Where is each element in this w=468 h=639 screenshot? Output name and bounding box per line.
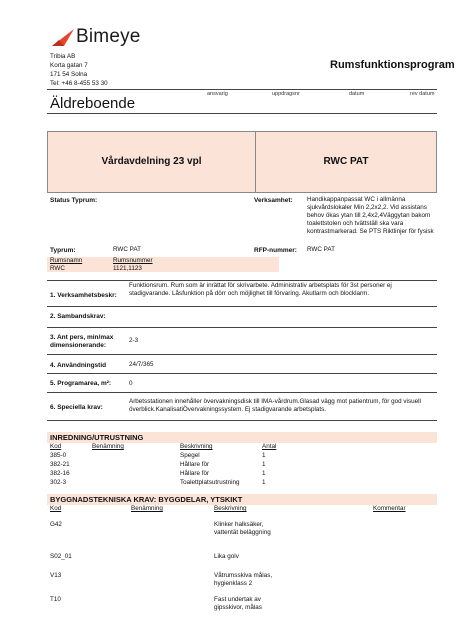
company-line-3: 171 54 Solna [50, 71, 88, 78]
inredning-row-4-kod: 302-3 [50, 479, 67, 486]
req-2-label: 2. Sambandskrav: [50, 313, 106, 320]
verksamhet-line-1: Handikappanpassat WC i allmänna [307, 196, 406, 203]
rule-3 [47, 327, 437, 328]
top-rule [47, 89, 437, 90]
req-6-label: 6. Speciella krav: [50, 404, 103, 411]
inredning-col-beskrivning: Beskrivning [180, 443, 213, 450]
req-3-value: 2-3 [129, 337, 139, 344]
bygg-title: BYGGNADSTEKNISKA KRAV: BYGGDELAR, YTSKIKT [50, 495, 243, 504]
bygg-row-1-kod: G42 [50, 521, 62, 528]
title-rule [47, 113, 437, 114]
bygg-row-4-beskrivning-2: gipsskivor, målas [214, 604, 262, 611]
rule-6 [47, 392, 437, 393]
inredning-row-1-beskrivning: Spegel [180, 452, 200, 459]
inredning-row-2-kod: 382-21 [50, 461, 70, 468]
bygg-row-2-beskrivning-1: Lika golv [214, 553, 239, 560]
verksamhet-line-4: toalettstolen och tvättställ ska vara [307, 220, 404, 227]
status-typrum-label: Status Typrum: [50, 197, 98, 204]
bygg-row-1-beskrivning-1: Klinker halksäker, [214, 521, 264, 528]
column-ansvarig: ansvarig [207, 91, 228, 97]
req-5-label: 5. Programarea, m²: [50, 380, 112, 387]
rumsnummer-value: 1121,1123 [113, 265, 142, 272]
bygg-row-3-kod: V13 [50, 572, 62, 579]
inredning-row-4-beskrivning: Toalettplatsutrustning [180, 479, 240, 486]
column-datum: datum [349, 91, 365, 97]
inredning-row-4-antal: 1 [262, 479, 266, 486]
verksamhet-label: Verksamhet: [254, 197, 293, 204]
room-header-box [47, 131, 437, 193]
bygg-col-beskrivning: Beskrivning [214, 505, 247, 512]
rumsnamn-header: Rumsnamn [50, 257, 83, 264]
document-title: Äldreboende [50, 95, 136, 112]
inredning-col-benamning: Benämning [92, 443, 124, 450]
rule-1 [47, 280, 437, 281]
column-rev-datum: rev datum [410, 91, 435, 97]
inredning-row-3-beskrivning: Hållare för [180, 470, 210, 477]
company-line-4: Tel: +46 8-455 53 30 [50, 80, 108, 87]
rumsnummer-header: Rumsnummer [113, 257, 153, 264]
req-6-line-2: överblick.KanalisatiÖvervakningssystem. Ej stadigvarande arbetsplats. [129, 406, 327, 413]
verksamhet-line-2: sjukvårdslokaler Min 2,2x2,2. Vid assistans [307, 204, 427, 211]
rule-5 [47, 373, 437, 374]
inredning-row-3-antal: 1 [262, 470, 266, 477]
req-1-line-2: stadigvarande. Låsfunktion på dörr och möjlighet till förvaring. Akutlarm och blocklarm. [129, 290, 370, 297]
inredning-row-2-beskrivning: Hållare för [180, 461, 210, 468]
req-5-value: 0 [129, 380, 133, 387]
company-line-2: Korta gatan 7 [50, 62, 88, 69]
inredning-title: INREDNING/UTRUSTNING [50, 433, 144, 442]
logo-text: Bimeye [76, 26, 141, 47]
inredning-row-1-antal: 1 [262, 452, 266, 459]
req-3-label-2: dimensionerande: [50, 342, 106, 349]
bygg-row-4-beskrivning-1: Fast undertak av [214, 596, 261, 603]
bygg-row-1-beskrivning-2: vattentät beläggning [214, 529, 271, 536]
rfp-value: RWC PAT [307, 246, 335, 253]
req-1-label: 1. Verksamhetsbeskr: [50, 292, 117, 299]
column-uppdragsnr: uppdragsnr [272, 91, 300, 97]
req-4-label: 4. Användningstid [50, 362, 107, 369]
req-1-line-1: Funktionsrum. Rum som är inrättat för skrivarbete. Administrativ arbetsplats för 3st personer ej [129, 282, 392, 289]
inredning-col-kod: Kod [50, 443, 62, 450]
rfp-label: RFP-nummer: [254, 247, 297, 254]
inredning-row-3-kod: 382-16 [50, 470, 70, 477]
typrum-label: Typrum: [50, 247, 76, 254]
header-department: Vårdavdelning 23 vpl [101, 156, 202, 167]
header-room-type: RWC PAT [323, 156, 369, 167]
verksamhet-line-5: kontrastmarkerad. Se PTS Riktlinjer för fysisk [307, 228, 434, 235]
rule-2 [47, 306, 437, 307]
inredning-row-2-antal: 1 [262, 461, 266, 468]
req-4-value: 24/7/365 [129, 361, 154, 368]
program-title: Rumsfunktionsprogram [330, 59, 455, 71]
inredning-col-antal: Antal [262, 443, 277, 450]
req-6-line-1: Arbetsstationen innehåller övervakningsdisk till IMA-vårdrum.Glasad vägg mot patientrum, för god visuell [129, 398, 421, 405]
inredning-row-1-kod: 385-0 [50, 452, 67, 459]
rule-7 [47, 420, 437, 421]
verksamhet-line-3: behov ökas ytan till 2,4x2,4Väggytan bakom [307, 212, 431, 219]
bygg-col-kod: Kod [50, 505, 62, 512]
bygg-row-3-beskrivning-1: Våtrumsskiva målas, [214, 572, 273, 579]
bimeye-logo-mark-icon [52, 29, 74, 47]
bygg-row-3-beskrivning-2: hygienklass 2 [214, 580, 253, 587]
company-line-1: Tribia AB [50, 53, 76, 60]
bygg-row-4-kod: T10 [50, 596, 61, 603]
rumsnamn-value: RWC [50, 265, 65, 272]
rule-4 [47, 354, 437, 355]
bygg-row-2-kod: S02_01 [50, 553, 72, 560]
bygg-col-benamning: Benämning [131, 505, 163, 512]
req-3-label-1: 3. Ant pers, min/max [50, 334, 114, 341]
bygg-col-kommentar: Kommentar [373, 505, 406, 512]
typrum-value: RWC PAT [113, 246, 141, 253]
